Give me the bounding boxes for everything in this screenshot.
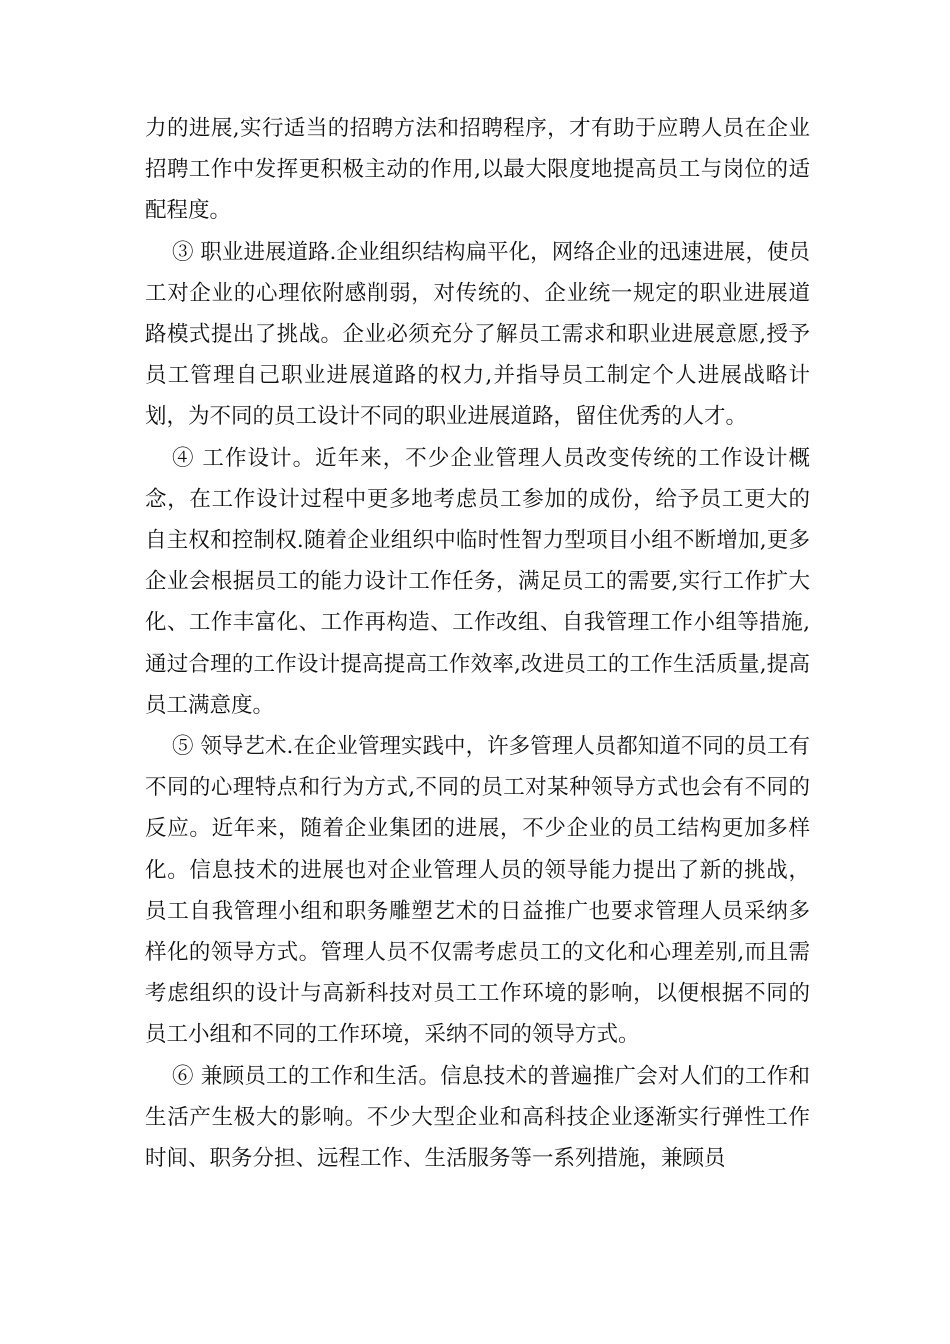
- paragraph-job-design: ④ 工作设计。近年来，不少企业管理人员改变传统的工作设计概念，在工作设计过程中更多地考虑员工参加的成份，给予员工更大的自主权和控制权.随着企业组织中临时性智力型项目小组不断增加,更多企业会根据员工的能力设计工作任务，满足员工的需要,实行工作扩大化、工作丰富化、工作再构造、工作改组、自我管理工作小组等措施,通过合理的工作设计提高提高工作效率,改进员工的工作生活质量,提高员工满意度。: [145, 445, 810, 718]
- paragraph-continuation: 力的进展,实行适当的招聘方法和招聘程序，才有助于应聘人员在企业招聘工作中发挥更积极主动的作用,以最大限度地提高员工与岗位的适配程度。: [145, 116, 810, 224]
- paragraph-leadership: ⑤ 领导艺术.在企业管理实践中，许多管理人员都知道不同的员工有不同的心理特点和行为方式,不同的员工对某种领导方式也会有不同的反应。近年来，随着企业集团的进展，不少企业的员工结构更加多样化。信息技术的进展也对企业管理人员的领导能力提出了新的挑战，员工自我管理小组和职务雕塑艺术的日益推广也要求管理人员采纳多样化的领导方式。管理人员不仅需考虑员工的文化和心理差别,而且需考虑组织的设计与高新科技对员工工作环境的影响，以便根据不同的员工小组和不同的工作环境，采纳不同的领导方式。: [145, 734, 810, 1048]
- document-body: [145, 108, 810, 1179]
- paragraph-career-path: ③ 职业进展道路.企业组织结构扁平化，网络企业的迅速进展，使员工对企业的心理依附感削弱，对传统的、企业统一规定的职业进展道路模式提出了挑战。企业必须充分了解员工需求和职业进展意愿,授予员工管理自己职业进展道路的权力,并指导员工制定个人进展战略计划，为不同的员工设计不同的职业进展道路，留住优秀的人才。: [145, 239, 810, 430]
- paragraph-work-life: ⑥ 兼顾员工的工作和生活。信息技术的普遍推广会对人们的工作和生活产生极大的影响。不少大型企业和高科技企业逐渐实行弹性工作时间、职务分担、远程工作、生活服务等一系列措施，兼顾员: [145, 1063, 810, 1172]
